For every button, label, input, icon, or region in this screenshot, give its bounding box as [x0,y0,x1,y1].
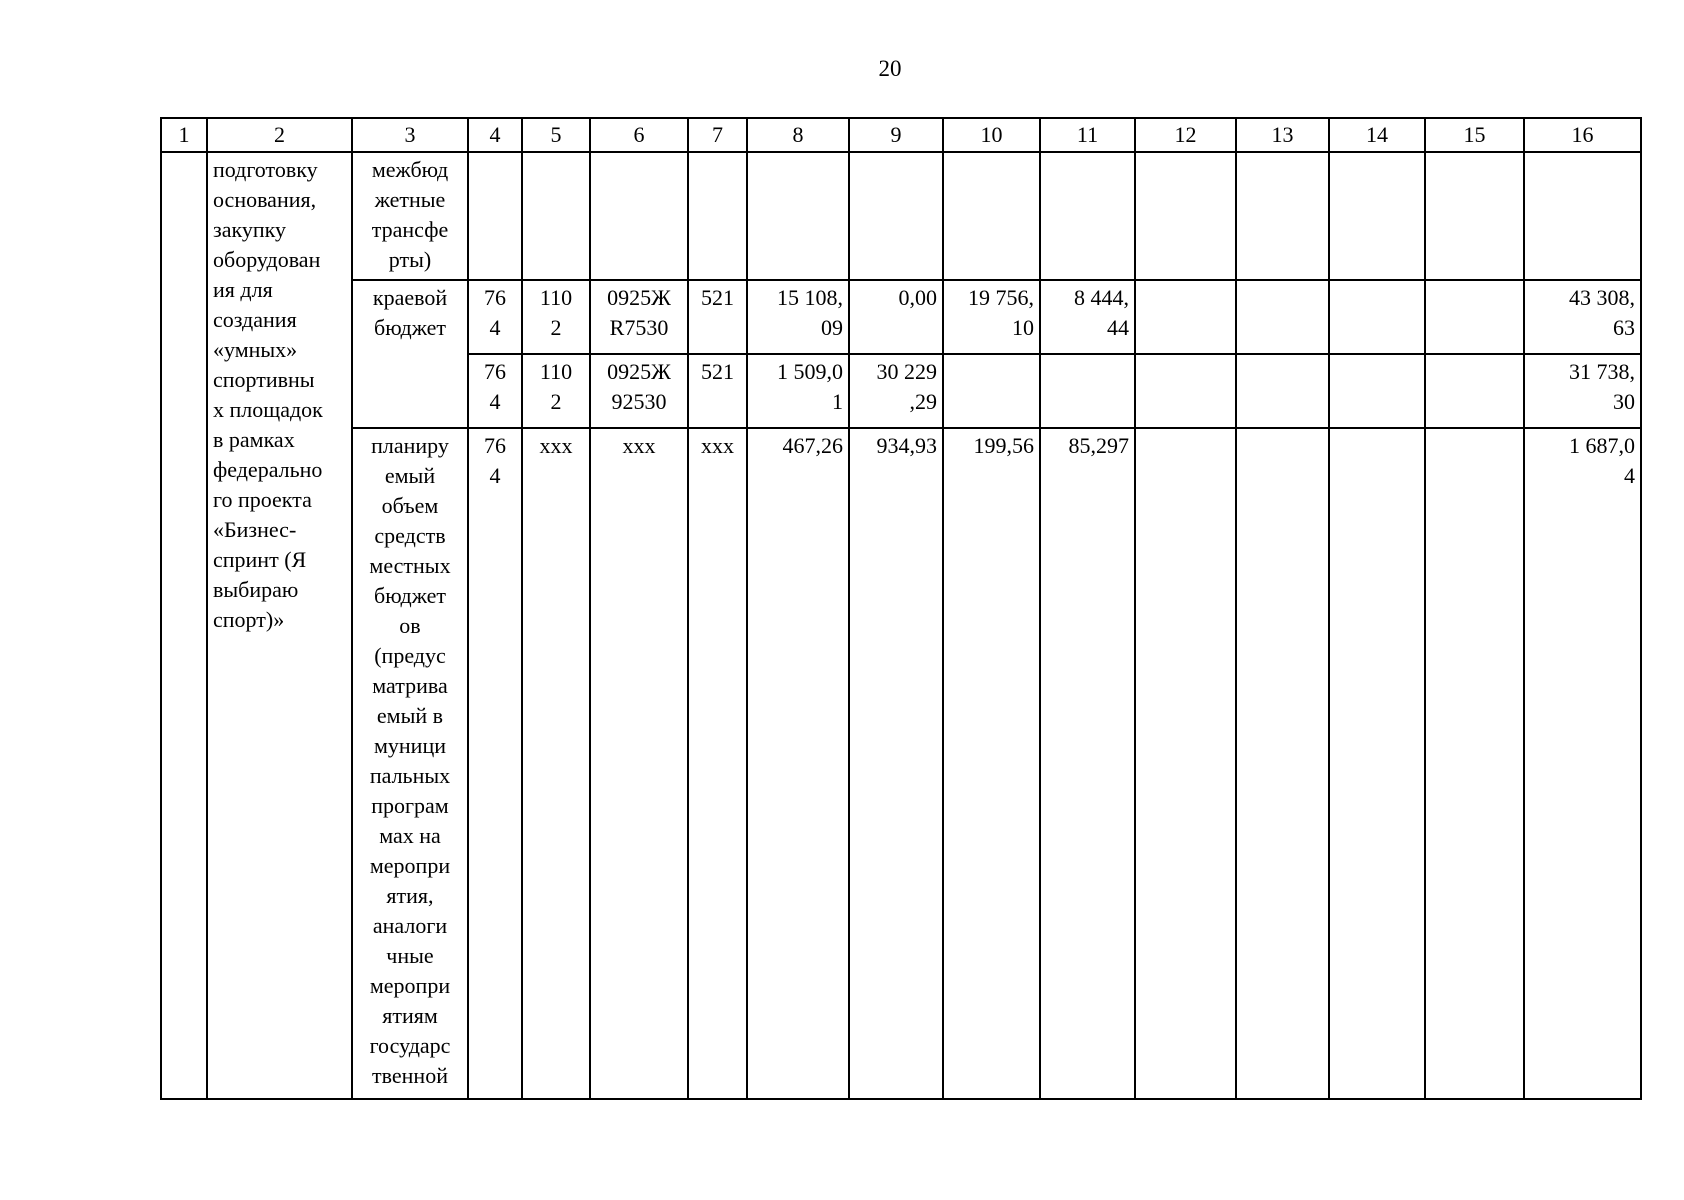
column-header: 8 [747,118,849,152]
cell-c6: 0925Ж R7530 [590,280,688,354]
cell-c10: 199,56 [943,428,1040,1099]
column-header: 1 [161,118,207,152]
column-header: 12 [1135,118,1236,152]
column-header: 3 [352,118,468,152]
cell-c14 [1329,354,1425,428]
description-cell [207,152,352,1099]
cell-c11 [1040,152,1135,280]
table-header-row [161,118,1641,152]
cell-c15 [1425,280,1524,354]
column-header: 13 [1236,118,1329,152]
column-header: 11 [1040,118,1135,152]
cell-c10: 19 756, 10 [943,280,1040,354]
source-cell: межбюд жетные трансфе рты) [352,152,468,280]
column-header: 6 [590,118,688,152]
cell-c8: 467,26 [747,428,849,1099]
cell-c15 [1425,428,1524,1099]
cell-c15 [1425,354,1524,428]
cell-c5: 110 2 [522,280,590,354]
cell-c9: 934,93 [849,428,943,1099]
cell-c10 [943,354,1040,428]
column-header: 16 [1524,118,1641,152]
cell-c14 [1329,428,1425,1099]
cell-c9: 30 229 ,29 [849,354,943,428]
cell-c11: 85,297 [1040,428,1135,1099]
cell-c8: 15 108, 09 [747,280,849,354]
row-number-cell [161,152,207,1099]
cell-c6: 0925Ж 92530 [590,354,688,428]
cell-c5: xxx [522,428,590,1099]
cell-c8: 1 509,0 1 [747,354,849,428]
column-header: 4 [468,118,522,152]
cell-c15 [1425,152,1524,280]
cell-c13 [1236,354,1329,428]
cell-c7: 521 [688,280,747,354]
source-cell: краевой бюджет [352,280,468,428]
cell-c12 [1135,354,1236,428]
cell-c7: 521 [688,354,747,428]
cell-c13 [1236,280,1329,354]
cell-c4: 76 4 [468,428,522,1099]
cell-c13 [1236,152,1329,280]
cell-c10 [943,152,1040,280]
cell-c4: 76 4 [468,280,522,354]
cell-c7 [688,152,747,280]
column-header: 14 [1329,118,1425,152]
cell-c16: 1 687,0 4 [1524,428,1641,1099]
source-cell: планиру емый объем средств местных бюджет ов (предус матрива емый в муници пальных програм мах на меропри ятия, аналоги чные меропри ятиям государс твенной [352,428,468,1099]
description-text: подготовку основания, закупку оборудован ия для создания «умных» спортивны х площадок в рамках федерально го проекта «Бизнес- спринт (Я выбираю спорт)» [213,157,323,632]
column-header: 5 [522,118,590,152]
column-header: 15 [1425,118,1524,152]
column-header: 9 [849,118,943,152]
cell-c14 [1329,152,1425,280]
column-header: 7 [688,118,747,152]
cell-c11: 8 444, 44 [1040,280,1135,354]
cell-c8 [747,152,849,280]
cell-c9 [849,152,943,280]
cell-c7: xxx [688,428,747,1099]
cell-c11 [1040,354,1135,428]
cell-c16: 43 308, 63 [1524,280,1641,354]
cell-c12 [1135,280,1236,354]
cell-c6: xxx [590,428,688,1099]
cell-c4 [468,152,522,280]
cell-c9: 0,00 [849,280,943,354]
table-row [161,428,1641,1099]
cell-c5 [522,152,590,280]
cell-c12 [1135,152,1236,280]
cell-c13 [1236,428,1329,1099]
cell-c12 [1135,428,1236,1099]
cell-c6 [590,152,688,280]
cell-c16: 31 738, 30 [1524,354,1641,428]
cell-c16 [1524,152,1641,280]
table-row [161,152,1641,280]
column-header: 2 [207,118,352,152]
cell-c5: 110 2 [522,354,590,428]
budget-table [160,117,1642,1100]
cell-c4: 76 4 [468,354,522,428]
cell-c14 [1329,280,1425,354]
column-header: 10 [943,118,1040,152]
page-number: 20 [878,56,902,81]
table-row [161,280,1641,354]
